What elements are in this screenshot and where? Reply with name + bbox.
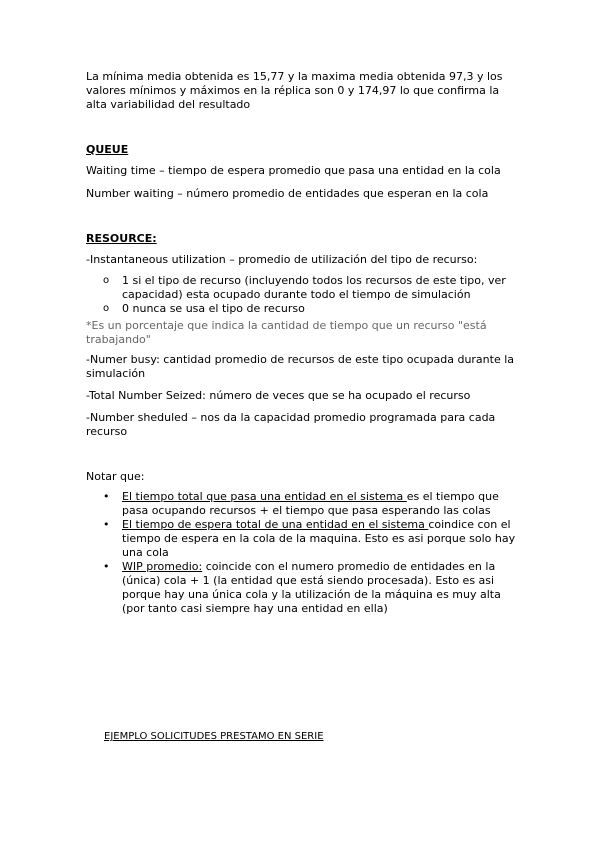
underlined-term: El tiempo de espera total de una entidad en el sistema <box>122 518 429 531</box>
waiting-time-paragraph: Waiting time – tiempo de espera promedio que pasa una entidad en la cola <box>86 164 501 177</box>
number-waiting-paragraph: Number waiting – número promedio de entidades que esperan en la cola <box>86 187 489 200</box>
list-item-text: coincide con el numero promedio de entidades en la (única) cola + 1 (la entidad que está siendo procesada). Esto es asi porque hay una única cola y la utilización de la máquina es muy alta (por tanto casi siempre hay una entidad en ella) <box>122 560 501 615</box>
numer-busy-paragraph: -Numer busy: cantidad promedio de recursos de este tipo ocupada durante la simulación <box>86 353 515 380</box>
percentage-note: *Es un porcentaje que indica la cantidad de tiempo que un recurso "está trabajando" <box>86 319 487 346</box>
list-item <box>100 560 520 616</box>
underlined-term: WIP promedio: <box>122 560 203 573</box>
list-item-text: es el tiempo que pasa ocupando recursos + el tiempo que pasa esperando las colas <box>122 490 499 517</box>
bullet-icon: • <box>103 518 110 531</box>
notar-bullet-list <box>100 490 520 616</box>
list-item <box>100 302 520 316</box>
list-item-text: 0 nunca se usa el tipo de recurso <box>122 302 305 315</box>
intro-paragraph: La mínima media obtenida es 15,77 y la maxima media obtenida 97,3 y los valores mínimos y máximos en la réplica son 0 y 174,97 lo que confirma la alta variabilidad del resultado <box>86 70 503 111</box>
list-item <box>100 518 520 560</box>
underlined-term: El tiempo total que pasa una entidad en el sistema <box>122 490 407 503</box>
list-item <box>100 490 520 518</box>
instantaneous-utilization-paragraph: -Instantaneous utilization – promedio de utilización del tipo de recurso: <box>86 253 478 266</box>
list-item-text: coindice con el tiempo de espera en la cola de la maquina. Esto es asi porque solo hay una cola <box>122 518 516 559</box>
list-item <box>100 274 520 302</box>
circle-bullet-icon: o <box>103 275 110 286</box>
utilization-sublist <box>100 274 520 316</box>
circle-bullet-icon: o <box>103 303 110 314</box>
bullet-icon: • <box>103 560 110 573</box>
queue-heading: QUEUE <box>86 143 129 156</box>
list-item-text: 1 si el tipo de recurso (incluyendo todos los recursos de este tipo, ver capacidad) esta ocupado durante todo el tiempo de simulación <box>122 274 506 301</box>
bullet-icon: • <box>103 490 110 503</box>
total-seized-paragraph: -Total Number Seized: número de veces que se ha ocupado el recurso <box>86 389 471 402</box>
number-sheduled-paragraph: -Number sheduled – nos da la capacidad promedio programada para cada recurso <box>86 411 496 438</box>
notar-label: Notar que: <box>86 470 145 483</box>
ejemplo-heading: EJEMPLO SOLICITUDES PRESTAMO EN SERIE <box>104 731 324 742</box>
resource-heading: RESOURCE: <box>86 232 157 245</box>
